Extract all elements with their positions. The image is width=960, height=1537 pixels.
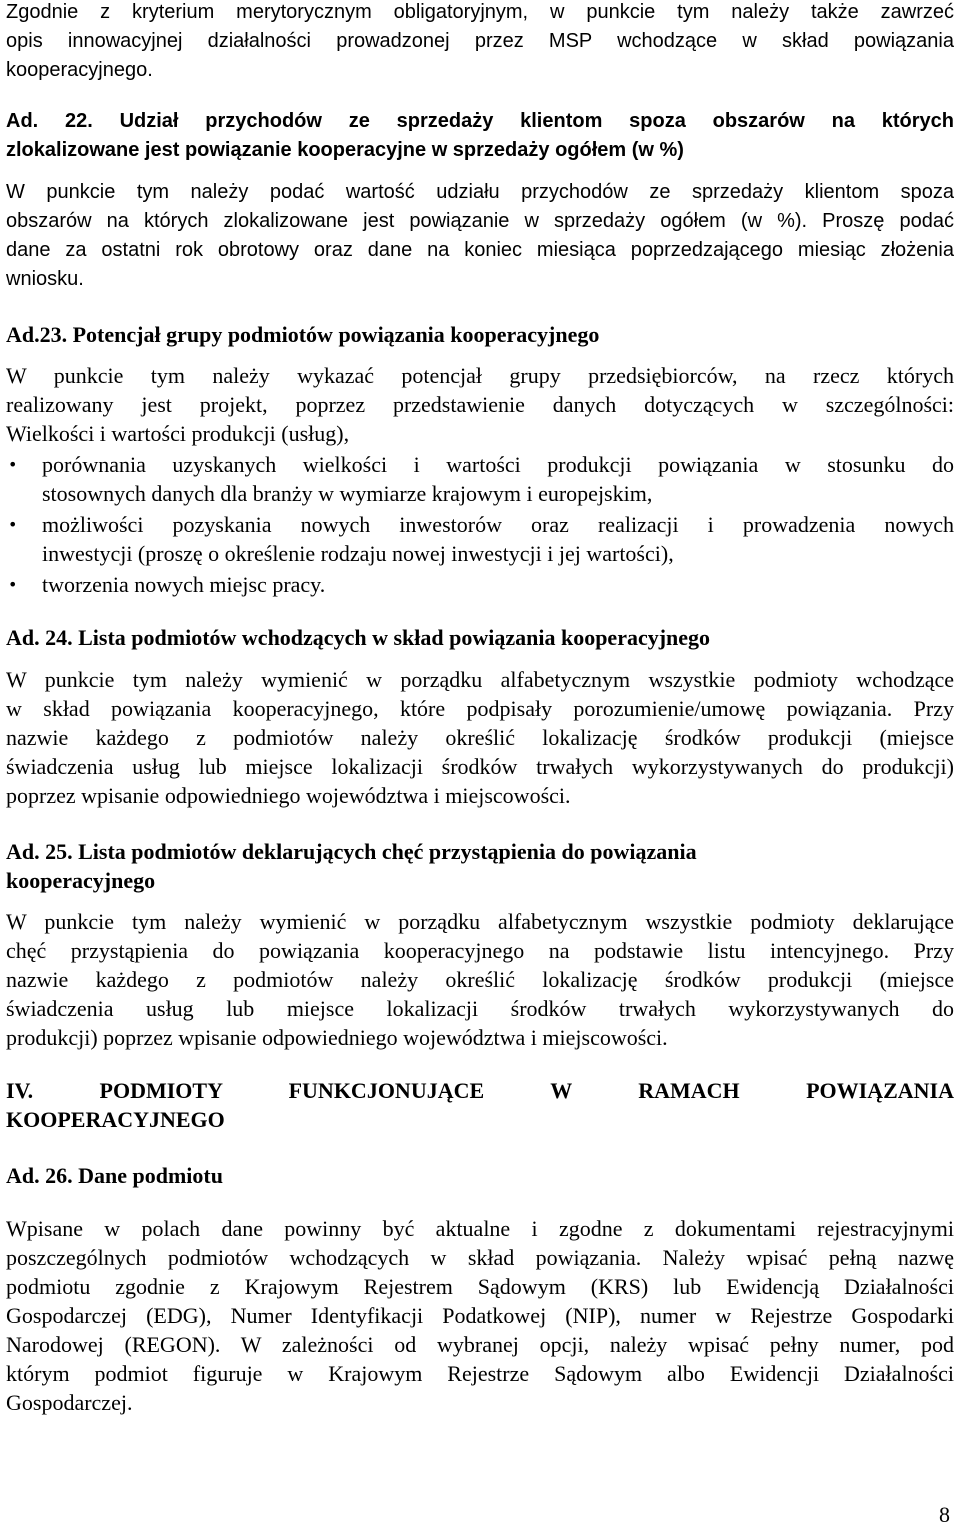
bullet-line: stosownych danych dla branży w wymiarze krajowym i europejskim,	[42, 481, 653, 506]
ad26-heading-line: Ad. 26. Dane podmiotu	[6, 1163, 223, 1188]
ad25-body-line: nazwie każdego z podmiotów należy określić lokalizację środków produkcji (miejsce	[6, 967, 954, 992]
intro-line: opis innowacyjnej działalności prowadzonej przez MSP wchodzące w skład powiązania	[6, 30, 954, 52]
ad25-body-line: produkcji) poprzez wpisanie odpowiedniego województwa i miejscowości.	[6, 1025, 668, 1050]
ad26-body-line: Gospodarczej.	[6, 1390, 133, 1415]
bullet-icon: •	[8, 455, 18, 474]
bullet-line: porównania uzyskanych wielkości i wartości produkcji powiązania w stosunku do	[42, 452, 954, 477]
ad25-heading-line: Ad. 25. Lista podmiotów deklarujących chęć przystąpienia do powiązania	[6, 839, 697, 864]
ad26-body-line: Narodowej (REGON). W zależności od wybranej opcji, należy wpisać pełny numer, pod	[6, 1332, 954, 1357]
ad22-body-line: obszarów na których zlokalizowane jest powiązanie w sprzedaży ogółem (w %). Proszę podać	[6, 210, 954, 232]
page-number: 8	[939, 1502, 950, 1527]
ad24-body	[6, 665, 954, 810]
ad26-body-line: podmiotu zgodnie z Krajowym Rejestrem Sądowym (KRS) lub Ewidencją Działalności	[6, 1274, 954, 1299]
intro-line: Zgodnie z kryterium merytorycznym obligatoryjnym, w punkcie tym należy także zawrzeć	[6, 1, 954, 23]
list-item	[6, 450, 954, 508]
ad23-body-line: W punkcie tym należy wykazać potencjał grupy przedsiębiorców, na rzecz których	[6, 363, 954, 388]
bullet-line: tworzenia nowych miejsc pracy.	[42, 572, 326, 597]
list-item	[6, 510, 954, 568]
ad25-body-line: chęć przystąpienia do powiązania kooperacyjnego na podstawie listu intencyjnego. Przy	[6, 938, 954, 963]
ad23-bullet-list	[6, 450, 954, 599]
ad24-body-line: poprzez wpisanie odpowiedniego województwa i miejscowości.	[6, 783, 571, 808]
ad24-body-line: W punkcie tym należy wymienić w porządku alfabetycznym wszystkie podmioty wchodzące	[6, 667, 954, 692]
section-iv-heading-line: IV. PODMIOTY FUNKCJONUJĄCE W RAMACH POWIĄZANIA	[6, 1078, 954, 1103]
ad22-heading-line: Ad. 22. Udział przychodów ze sprzedaży klientom spoza obszarów na których	[6, 110, 954, 132]
ad22-heading-line: zlokalizowane jest powiązanie kooperacyjne w sprzedaży ogółem (w %)	[6, 139, 684, 161]
ad26-body-line: Gospodarczej (EDG), Numer Identyfikacji Podatkowej (NIP), numer w Rejestrze Gospodarki	[6, 1303, 954, 1328]
ad25-heading	[6, 837, 954, 895]
ad24-body-line: świadczenia usług lub miejsce lokalizacji środków trwałych wykorzystywanych do produkcji)	[6, 754, 954, 779]
ad26-body-line: poszczególnych podmiotów wchodzących w skład powiązania. Należy wpisać pełną nazwę	[6, 1245, 954, 1270]
ad23-body-line: Wielkości i wartości produkcji (usług),	[6, 421, 350, 446]
intro-paragraph	[6, 0, 954, 85]
list-item	[6, 570, 954, 599]
bullet-line: inwestycji (proszę o określenie rodzaju nowej inwestycji i jej wartości),	[42, 541, 674, 566]
ad26-body-line: Wpisane w polach dane powinny być aktualne i zgodne z dokumentami rejestracyjnymi	[6, 1216, 954, 1241]
bullet-icon: •	[8, 575, 18, 594]
ad23-body-line: realizowany jest projekt, poprzez przedstawienie danych dotyczących w szczególności:	[6, 392, 954, 417]
ad23-body	[6, 361, 954, 448]
ad22-body-line: wniosku.	[6, 268, 84, 290]
ad26-body-line: którym podmiot figuruje w Krajowym Rejestrze Sądowym albo Ewidencji Działalności	[6, 1361, 954, 1386]
intro-line: kooperacyjnego.	[6, 59, 153, 81]
ad24-body-line: nazwie każdego z podmiotów należy określić lokalizację środków produkcji (miejsce	[6, 725, 954, 750]
section-iv-heading	[6, 1076, 954, 1134]
ad22-body-line: dane za ostatni rok obrotowy oraz dane na koniec miesiąca poprzedzającego miesiąc złożenia	[6, 239, 954, 261]
ad26-heading	[6, 1161, 954, 1190]
bullet-icon: •	[8, 515, 18, 534]
section-iv-heading-line: KOOPERACYJNEGO	[6, 1107, 225, 1132]
ad24-heading-line: Ad. 24. Lista podmiotów wchodzących w skład powiązania kooperacyjnego	[6, 625, 711, 650]
ad25-heading-line: kooperacyjnego	[6, 868, 156, 893]
ad23-heading	[6, 320, 954, 349]
ad24-body-line: w skład powiązania kooperacyjnego, które podpisały porozumienie/umowę powiązania. Przy	[6, 696, 954, 721]
ad23-heading-line: Ad.23. Potencjał grupy podmiotów powiązania kooperacyjnego	[6, 322, 600, 347]
ad25-body-line: świadczenia usług lub miejsce lokalizacji środków trwałych wykorzystywanych do	[6, 996, 954, 1021]
ad25-body-line: W punkcie tym należy wymienić w porządku alfabetycznym wszystkie podmioty deklarujące	[6, 909, 954, 934]
ad22-body-line: W punkcie tym należy podać wartość udziału przychodów ze sprzedaży klientom spoza	[6, 181, 954, 203]
ad22-heading	[6, 107, 954, 165]
ad22-body	[6, 178, 954, 294]
ad24-heading	[6, 623, 954, 652]
ad26-body	[6, 1214, 954, 1417]
ad25-body	[6, 907, 954, 1052]
bullet-line: możliwości pozyskania nowych inwestorów oraz realizacji i prowadzenia nowych	[42, 512, 954, 537]
